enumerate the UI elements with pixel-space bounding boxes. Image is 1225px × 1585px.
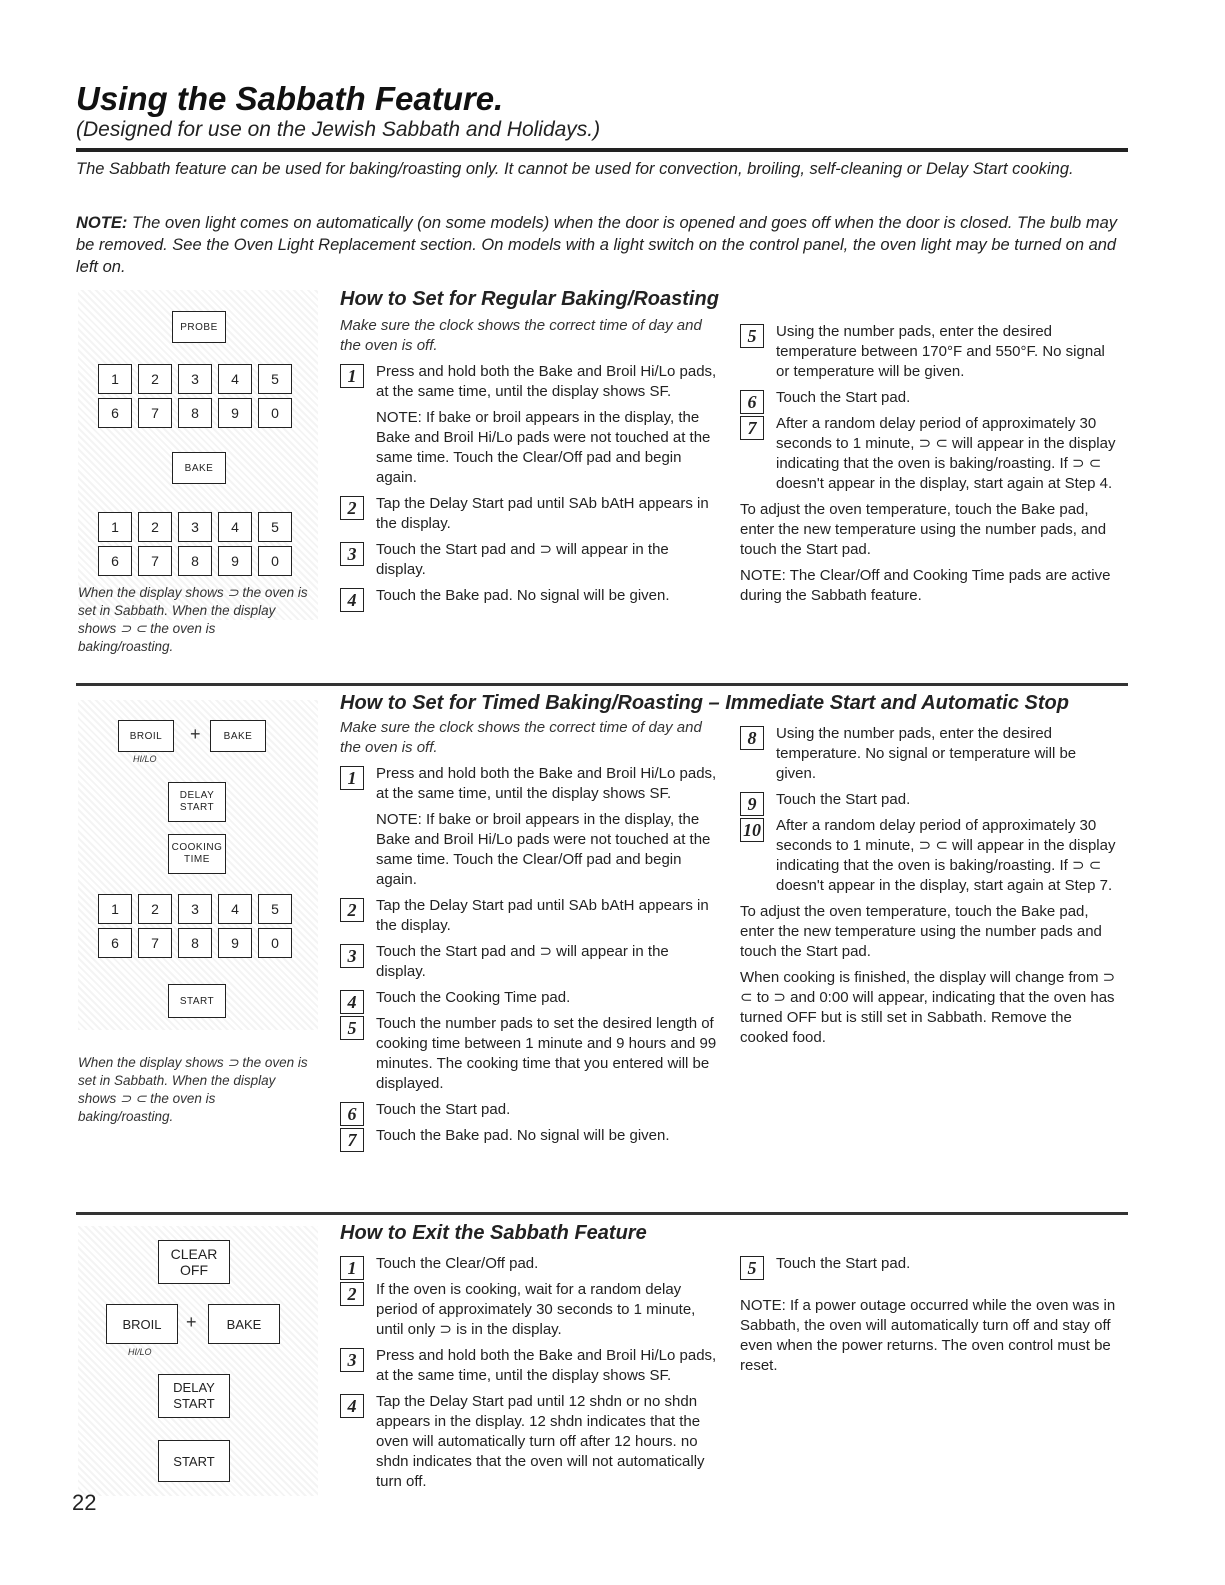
step-item	[740, 816, 1120, 896]
page-subtitle: (Designed for use on the Jewish Sabbath and Holidays.)	[76, 118, 601, 141]
broil-key: BROIL	[118, 720, 174, 752]
section-lead: Make sure the clock shows the correct time of day and the oven is off.	[340, 719, 702, 756]
finish-text: When cooking is finished, the display will change from ⊃ ⊂ to ⊃ and 0:00 will appear, indicating that the oven has turned OFF but is still set in Sabbath. Remove the cooked food.	[740, 969, 1116, 1046]
section-regular-col2	[740, 316, 1120, 612]
page-title: Using the Sabbath Feature.	[76, 80, 504, 117]
step-item	[340, 362, 718, 402]
digit-key: 2	[138, 894, 172, 924]
step-text: If the oven is cooking, wait for a random delay period of approximately 30 seconds to 1 minute, until only ⊃ is in the display.	[376, 1281, 696, 1338]
digit-key: 9	[218, 928, 252, 958]
digit-key: 7	[138, 398, 172, 428]
step-text: Press and hold both the Bake and Broil Hi/Lo pads, at the same time, until the display shows SF.	[376, 1347, 717, 1384]
step-item	[340, 1346, 718, 1386]
section-title-exit: How to Exit the Sabbath Feature	[340, 1222, 647, 1244]
section-title-regular: How to Set for Regular Baking/Roasting	[340, 288, 719, 310]
intro-text: The Sabbath feature can be used for baking/roasting only. It cannot be used for convection, broiling, self-cleaning or Delay Start cooking.	[76, 160, 1074, 178]
step-item	[340, 1100, 718, 1124]
step-text: Touch the number pads to set the desired length of cooking time between 1 minute and 9 hours and 99 minutes. The cooking time that you entered will be displayed.	[376, 1015, 717, 1092]
step-text: Touch the Clear/Off pad.	[376, 1255, 539, 1272]
step-text: Press and hold both the Bake and Broil Hi/Lo pads, at the same time, until the display shows SF.	[376, 765, 717, 802]
section-note: NOTE: The Clear/Off and Cooking Time pads are active during the Sabbath feature.	[740, 567, 1111, 604]
digit-key: 8	[178, 398, 212, 428]
step-number: 9	[740, 792, 764, 816]
section-timed-col1	[340, 718, 718, 1152]
digit-row-1d	[98, 546, 292, 576]
digit-key: 7	[138, 928, 172, 958]
broil-key: BROIL	[106, 1304, 178, 1344]
header-rule	[76, 148, 1128, 152]
digit-key: 6	[98, 546, 132, 576]
step-text: Touch the Bake pad. No signal will be given.	[376, 587, 670, 604]
step-item	[340, 586, 718, 610]
digit-key: 3	[178, 512, 212, 542]
hilo-label: HI/LO	[133, 754, 157, 764]
step-text: Using the number pads, enter the desired temperature between 170°F and 550°F. No signal or temperature will be given.	[776, 323, 1105, 380]
digit-key: 1	[98, 512, 132, 542]
step-item	[740, 790, 1120, 814]
step-number: 1	[340, 766, 364, 790]
step-item	[340, 1254, 718, 1278]
digit-key: 3	[178, 894, 212, 924]
plus-sign: +	[186, 1312, 197, 1332]
digit-key: 9	[218, 398, 252, 428]
digit-key: 1	[98, 894, 132, 924]
step-number: 3	[340, 542, 364, 566]
intro-note	[76, 212, 1126, 278]
delay-start-key	[158, 1374, 230, 1418]
plus-sign: +	[190, 724, 201, 744]
digit-key: 0	[258, 398, 292, 428]
cooking-time-key	[168, 834, 226, 874]
step-text: Touch the Start pad.	[776, 389, 911, 406]
note-label: NOTE:	[76, 214, 128, 232]
step-number: 6	[740, 390, 764, 414]
digit-key: 0	[258, 928, 292, 958]
step-number: 2	[340, 1282, 364, 1306]
digit-key: 0	[258, 546, 292, 576]
step-number: 3	[340, 944, 364, 968]
step-text: Touch the Bake pad. No signal will be given.	[376, 1127, 670, 1144]
section-note: NOTE: If a power outage occurred while the oven was in Sabbath, the oven will automatically turn off and stay off even when the power returns. The oven control must be reset.	[740, 1297, 1116, 1374]
section-lead: Make sure the clock shows the correct time of day and the oven is off.	[340, 317, 702, 354]
digit-row-1a	[98, 364, 292, 394]
digit-key: 1	[98, 364, 132, 394]
step-number: 8	[740, 726, 764, 750]
step-item	[340, 1126, 718, 1150]
step-item	[340, 1014, 718, 1094]
section-exit-col2	[740, 1248, 1120, 1382]
section-timed-col2	[740, 718, 1120, 1054]
step-number: 4	[340, 1394, 364, 1418]
digit-key: 6	[98, 928, 132, 958]
step-item	[340, 988, 718, 1012]
caption-2: When the display shows ⊃ the oven is set in Sabbath. When the display shows ⊃ ⊂ the oven is baking/roasting.	[78, 1055, 308, 1124]
step-text: Touch the Cooking Time pad.	[376, 989, 571, 1006]
note-text: The oven light comes on automatically (on some models) when the door is opened and goes off when the door is closed. The bulb may be removed. See the Oven Light Replacement section. On models with a light switch on the control panel, the oven light may be turned on and left on.	[76, 214, 1117, 276]
digit-key: 4	[218, 512, 252, 542]
section-title-timed: How to Set for Timed Baking/Roasting – Immediate Start and Automatic Stop	[340, 692, 1069, 714]
bake-key: BAKE	[172, 452, 226, 484]
step-number: 7	[340, 1128, 364, 1152]
start-label: START	[173, 1396, 215, 1411]
step-item	[340, 1392, 718, 1492]
digit-row-1b	[98, 398, 292, 428]
digit-key: 5	[258, 512, 292, 542]
step-item	[740, 1254, 1120, 1278]
step-item	[740, 724, 1120, 784]
step-number: 7	[740, 416, 764, 440]
section-divider	[76, 683, 1128, 686]
clear-label: CLEAR	[170, 1246, 218, 1262]
step-text: Press and hold both the Bake and Broil Hi/Lo pads, at the same time, until the display shows SF.	[376, 363, 717, 400]
step-note: NOTE: If bake or broil appears in the display, the Bake and Broil Hi/Lo pads were not touched at the same time. Touch the Clear/Off pad and begin again.	[376, 409, 711, 486]
digit-key: 9	[218, 546, 252, 576]
digit-key: 2	[138, 512, 172, 542]
start-label: START	[179, 802, 215, 813]
hilo-label: HI/LO	[128, 1347, 152, 1357]
step-number: 2	[340, 898, 364, 922]
step-text: Touch the Start pad and ⊃ will appear in the display.	[376, 943, 669, 980]
step-number: 5	[740, 1256, 764, 1280]
step-number: 1	[340, 364, 364, 388]
step-number: 10	[740, 818, 764, 842]
step-text: Touch the Start pad.	[776, 791, 911, 808]
digit-key: 4	[218, 364, 252, 394]
start-key: START	[168, 984, 226, 1018]
step-text: Touch the Start pad and ⊃ will appear in the display.	[376, 541, 669, 578]
step-number: 3	[340, 1348, 364, 1372]
clear-off-key	[158, 1240, 230, 1284]
time-label: TIME	[184, 854, 210, 865]
step-text: After a random delay period of approximately 30 seconds to 1 minute, ⊃ ⊂ will appear in the display indicating that the oven is baking/roasting. If ⊃ ⊂ doesn't appear in the display, start again at Step 4.	[776, 415, 1116, 492]
delay-label: DELAY	[179, 790, 215, 801]
adjust-text: To adjust the oven temperature, touch the Bake pad, enter the new temperature using the number pads, and touch the Start pad.	[740, 501, 1107, 558]
step-item	[340, 540, 718, 580]
step-text: After a random delay period of approximately 30 seconds to 1 minute, ⊃ ⊂ will appear in the display indicating that the oven is baking/roasting. If ⊃ ⊂ doesn't appear in the display, start again at Step 7.	[776, 817, 1116, 894]
digit-key: 7	[138, 546, 172, 576]
section-divider	[76, 1212, 1128, 1215]
probe-key: PROBE	[172, 311, 226, 343]
step-item	[340, 494, 718, 534]
step-text: Tap the Delay Start pad until 12 shdn or no shdn appears in the display. 12 shdn indicates that the oven will automatically turn off after 12 hours. no shdn indicates that the oven will not automatically turn off.	[376, 1393, 705, 1490]
step-number: 5	[740, 324, 764, 348]
step-item	[340, 764, 718, 804]
digit-key: 5	[258, 894, 292, 924]
cooking-label: COOKING	[171, 842, 223, 853]
digit-key: 8	[178, 928, 212, 958]
digit-key: 3	[178, 364, 212, 394]
step-item	[740, 414, 1120, 494]
step-text: Using the number pads, enter the desired temperature. No signal or temperature will be given.	[776, 725, 1077, 782]
digit-key: 4	[218, 894, 252, 924]
digit-row-2a	[98, 894, 292, 924]
digit-key: 6	[98, 398, 132, 428]
step-text: Tap the Delay Start pad until SAb bAtH appears in the display.	[376, 897, 709, 934]
digit-row-2b	[98, 928, 292, 958]
step-item	[740, 388, 1120, 412]
step-number: 4	[340, 588, 364, 612]
step-text: Touch the Start pad.	[776, 1255, 911, 1272]
step-item	[340, 942, 718, 982]
start-key: START	[158, 1440, 230, 1482]
digit-key: 2	[138, 364, 172, 394]
step-item	[340, 1280, 718, 1340]
step-note: NOTE: If bake or broil appears in the display, the Bake and Broil Hi/Lo pads were not touched at the same time. Touch the Clear/Off pad and begin again.	[376, 811, 711, 888]
bake-key: BAKE	[210, 720, 266, 752]
adjust-text: To adjust the oven temperature, touch the Bake pad, enter the new temperature using the number pads and touch the Start pad.	[740, 903, 1102, 960]
section-regular-col1	[340, 316, 718, 612]
bake-key: BAKE	[208, 1304, 280, 1344]
off-label: OFF	[180, 1262, 208, 1278]
delay-label: DELAY	[173, 1380, 215, 1395]
step-number: 4	[340, 990, 364, 1014]
step-item	[740, 322, 1120, 382]
step-text: Tap the Delay Start pad until SAb bAtH appears in the display.	[376, 495, 709, 532]
step-number: 1	[340, 1256, 364, 1280]
step-number: 2	[340, 496, 364, 520]
delay-start-key	[168, 782, 226, 822]
step-number: 5	[340, 1016, 364, 1040]
digit-key: 8	[178, 546, 212, 576]
step-item	[340, 896, 718, 936]
digit-row-1c	[98, 512, 292, 542]
section-exit-col1	[340, 1248, 718, 1498]
page-number: 22	[72, 1490, 97, 1515]
step-text: Touch the Start pad.	[376, 1101, 511, 1118]
step-number: 6	[340, 1102, 364, 1126]
caption-1: When the display shows ⊃ the oven is set in Sabbath. When the display shows ⊃ ⊂ the oven is baking/roasting.	[78, 585, 308, 654]
digit-key: 5	[258, 364, 292, 394]
